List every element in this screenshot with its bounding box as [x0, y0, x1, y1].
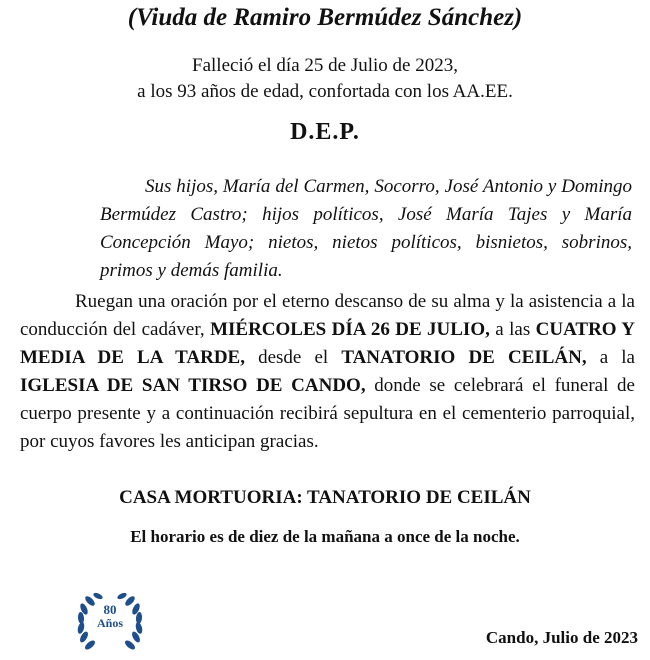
funeral-paragraph	[20, 288, 635, 456]
anniversary-badge	[62, 585, 158, 655]
death-date-line: Falleció el día 25 de Julio de 2023,	[192, 55, 458, 76]
mortuary-house: CASA MORTUORIA: TANATORIO DE CEILÁN	[119, 487, 531, 508]
place-date: Cando, Julio de 2023	[485, 628, 638, 647]
funeral-church: IGLESIA DE SAN TIRSO DE CANDO,	[20, 375, 366, 396]
visiting-schedule: El horario es de diez de la mañana a once de la noche.	[130, 527, 520, 546]
funeral-date: MIÉRCOLES DÍA 26 DE JULIO,	[210, 319, 490, 340]
death-announcement	[0, 53, 650, 105]
badge-label: Años	[96, 616, 123, 630]
funeral-text: donde se celebrará el funeral de cuerpo presente y a continuación recibirá sepultura en el cementerio parroquial, por cuyos favores les anticipan gracias.	[20, 375, 635, 452]
family-paragraph: Sus hijos, María del Carmen, Socorro, José Antonio y Domingo Bermúdez Castro; hijos políticos, José María Tajes y María Concepción Mayo; nietos, nietos políticos, bisnietos, sobrinos, primos y demás familia.	[100, 176, 632, 281]
widow-subtitle: (Viuda de Ramiro Bermúdez Sánchez)	[127, 4, 523, 31]
funeral-text: Ruegan una oración por el eterno descanso de su alma y la asistencia a la conducción del cadáver,	[20, 291, 635, 340]
funeral-time: CUATRO Y MEDIA DE LA TARDE,	[20, 319, 635, 368]
funeral-text: a la	[586, 347, 635, 368]
dep-heading: D.E.P.	[290, 119, 360, 145]
death-age-line: a los 93 años de edad, confortada con los AA.EE.	[137, 81, 513, 102]
funeral-origin: TANATORIO DE CEILÁN,	[341, 347, 587, 368]
badge-number: 80	[103, 602, 117, 617]
funeral-text: a las	[489, 319, 536, 340]
funeral-text: desde el	[244, 347, 342, 368]
